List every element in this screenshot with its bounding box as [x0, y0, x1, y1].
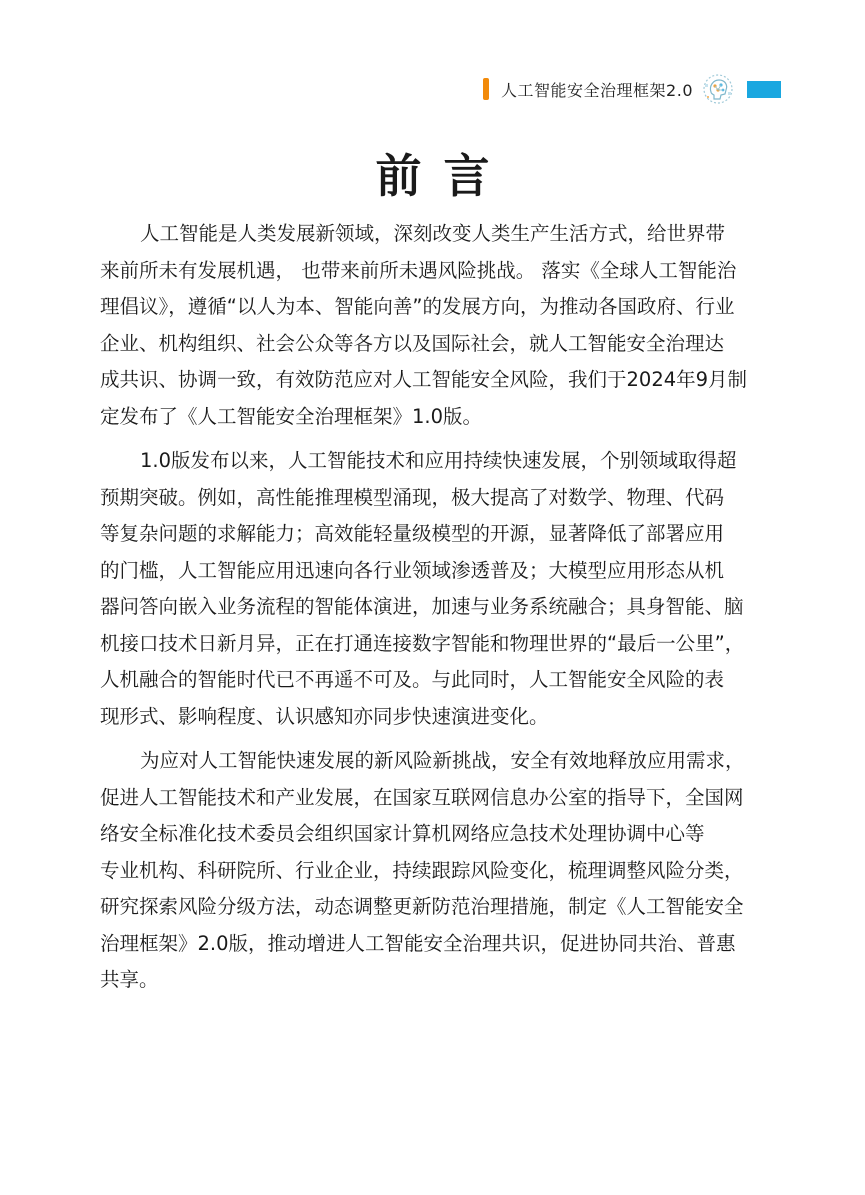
text-line: 定发布了《人工智能安全治理框架》1.0版。	[100, 404, 483, 428]
text-line: 人工智能是人类发展新领域，深刻改变人类生产生活方式，给世界带	[140, 222, 726, 245]
text-line: 等复杂问题的求解能力；高效能轻量级模型的开源，显著降低了部署应用	[100, 522, 725, 545]
text-line: 理倡议》，遵循“以人为本、智能向善”的发展方向，为推动各国政府、行业	[100, 295, 735, 318]
text-line: 专业机构、科研院所、行业企业，持续跟踪风险变化，梳理调整风险分类，	[100, 858, 744, 882]
text-line: 器问答向嵌入业务流程的智能体演进，加速与业务系统融合；具身智能、脑	[100, 595, 744, 618]
text-line: 促进人工智能技术和产业发展，在国家互联网信息办公室的指导下，全国网	[100, 785, 744, 809]
paragraph-2	[100, 443, 765, 735]
text-line: 治理框架》2.0版，推动增进人工智能安全治理共识，促进协同共治、普惠	[100, 931, 736, 955]
ai-brain-circuit-icon	[701, 72, 735, 106]
text-line: 共享。	[100, 968, 159, 991]
text-line: 络安全标准化技术委员会组织国家计算机网络应急技术处理协调中心等	[100, 822, 705, 845]
text-line: 为应对人工智能快速发展的新风险新挑战，安全有效地释放应用需求，	[140, 749, 745, 772]
text-line: 研究探索风险分级方法，动态调整更新防范治理措施，制定《人工智能安全	[100, 895, 744, 918]
running-header	[483, 76, 781, 102]
text-line: 预期突破。例如，高性能推理模型涌现，极大提高了对数学、物理、代码	[100, 485, 725, 509]
text-line: 人机融合的智能时代已不再遥不可及。与此同时，人工智能安全风险的表	[100, 668, 725, 691]
paragraph-3	[100, 743, 765, 999]
text-line: 来前所未有发展机遇， 也带来前所未遇风险挑战。 落实《全球人工智能治	[100, 258, 737, 282]
text-line: 1.0版发布以来，人工智能技术和应用持续快速发展，个别领域取得超	[140, 449, 737, 472]
preface-body	[100, 216, 765, 1007]
running-title: 人工智能安全治理框架2.0	[501, 80, 693, 100]
header-accent-bar	[483, 78, 489, 100]
text-line: 企业、机构组织、社会公众等各方以及国际社会，就人工智能安全治理达	[100, 331, 725, 355]
text-line: 成共识、协调一致，有效防范应对人工智能安全风险，我们于2024年9月制	[100, 368, 748, 391]
page-title: 前言	[375, 149, 512, 203]
text-line: 的门槛，人工智能应用迅速向各行业领域渗透普及；大模型应用形态从机	[100, 558, 725, 582]
text-line: 机接口技术日新月异，正在打通连接数字智能和物理世界的“最后一公里”，	[100, 631, 745, 655]
text-line: 现形式、影响程度、认识感知亦同步快速演进变化。	[100, 704, 549, 728]
header-blue-block	[747, 81, 781, 98]
paragraph-1	[100, 216, 765, 435]
